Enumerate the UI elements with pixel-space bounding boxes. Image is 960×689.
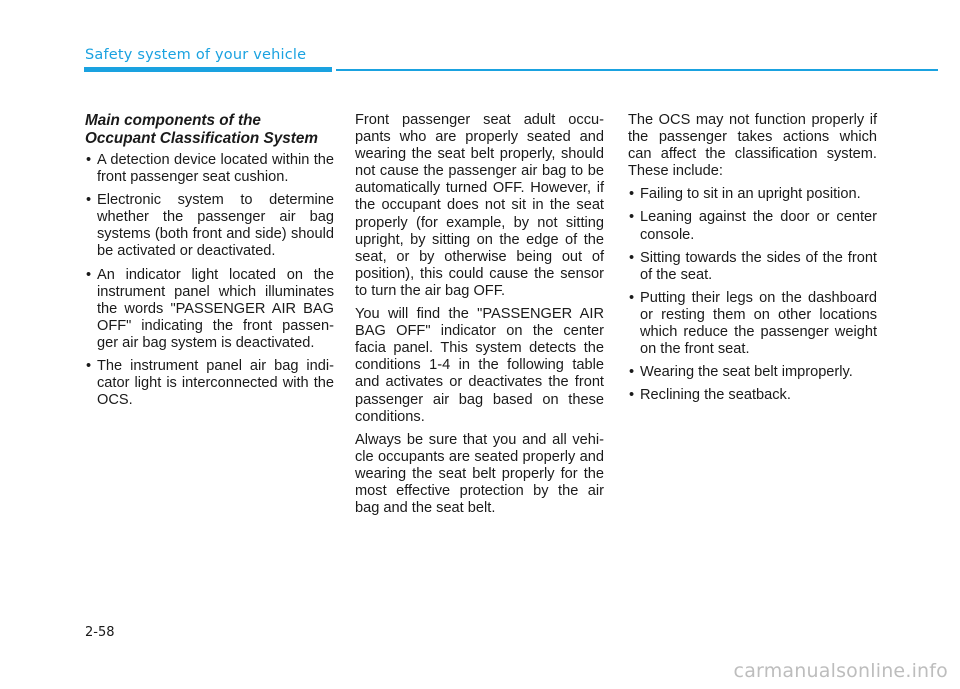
list-item: • An indicator light located on the instrument panel which illuminates the words "PASSENGER AIR BAG OFF" indicating the front passen- ger air bag system is deactivated. <box>85 267 334 352</box>
list-item: • The instrument panel air bag indi- cator light is interconnected with the OCS. <box>85 358 334 409</box>
malfunction-causes-list <box>628 186 877 404</box>
components-heading <box>85 112 334 148</box>
components-list <box>85 152 334 409</box>
list-item: • Leaning against the door or center console. <box>628 209 877 243</box>
list-item: • A detection device located within the front passenger seat cushion. <box>85 152 334 186</box>
header-rule <box>336 69 938 71</box>
list-item: • Electronic system to determine whether the passenger air bag systems (both front and side) should be activated or deactivated. <box>85 192 334 260</box>
list-item: • Putting their legs on the dashboard or resting them on other locations which reduce the passenger weight on the front seat. <box>628 290 877 358</box>
column-1 <box>85 112 334 415</box>
watermark: carmanualsonline.info <box>733 660 948 682</box>
column-2 <box>355 112 604 523</box>
section-title: Safety system of your vehicle <box>85 47 307 63</box>
components-heading-line1: Main components of the <box>85 112 261 129</box>
header-accent-bar <box>84 67 332 72</box>
paragraph: The OCS may not function properly if the passenger takes actions which can affect the classification system. These include: <box>628 112 877 180</box>
paragraph: Always be sure that you and all vehi- cle occupants are seated properly and wearing the seat belt properly for the most effective protection by the air bag and the seat belt. <box>355 431 604 517</box>
list-item: • Sitting towards the sides of the front of the seat. <box>628 250 877 284</box>
column-3 <box>628 112 877 410</box>
list-item: • Failing to sit in an upright position. <box>628 186 877 203</box>
paragraph: Front passenger seat adult occu- pants who are properly seated and wearing the seat belt properly, should not cause the passenger air bag to be automatically turned OFF. However, if the occupant does not sit in the seat properly (for example, by not sitting upright, by sitting on the edge of the seat, or by otherwise being out of position), this could cause the sensor to turn the air bag OFF. <box>355 112 604 299</box>
paragraph: You will find the "PASSENGER AIR BAG OFF" indicator on the center facia panel. This system detects the conditions 1-4 in the following table and activates or deactivates the front passenger air bag based on these conditions. <box>355 306 604 425</box>
list-item: • Wearing the seat belt improperly. <box>628 364 877 381</box>
components-heading-line2: Occupant Classification System <box>85 130 318 147</box>
page-number: 2-58 <box>85 625 115 640</box>
list-item: • Reclining the seatback. <box>628 387 877 404</box>
